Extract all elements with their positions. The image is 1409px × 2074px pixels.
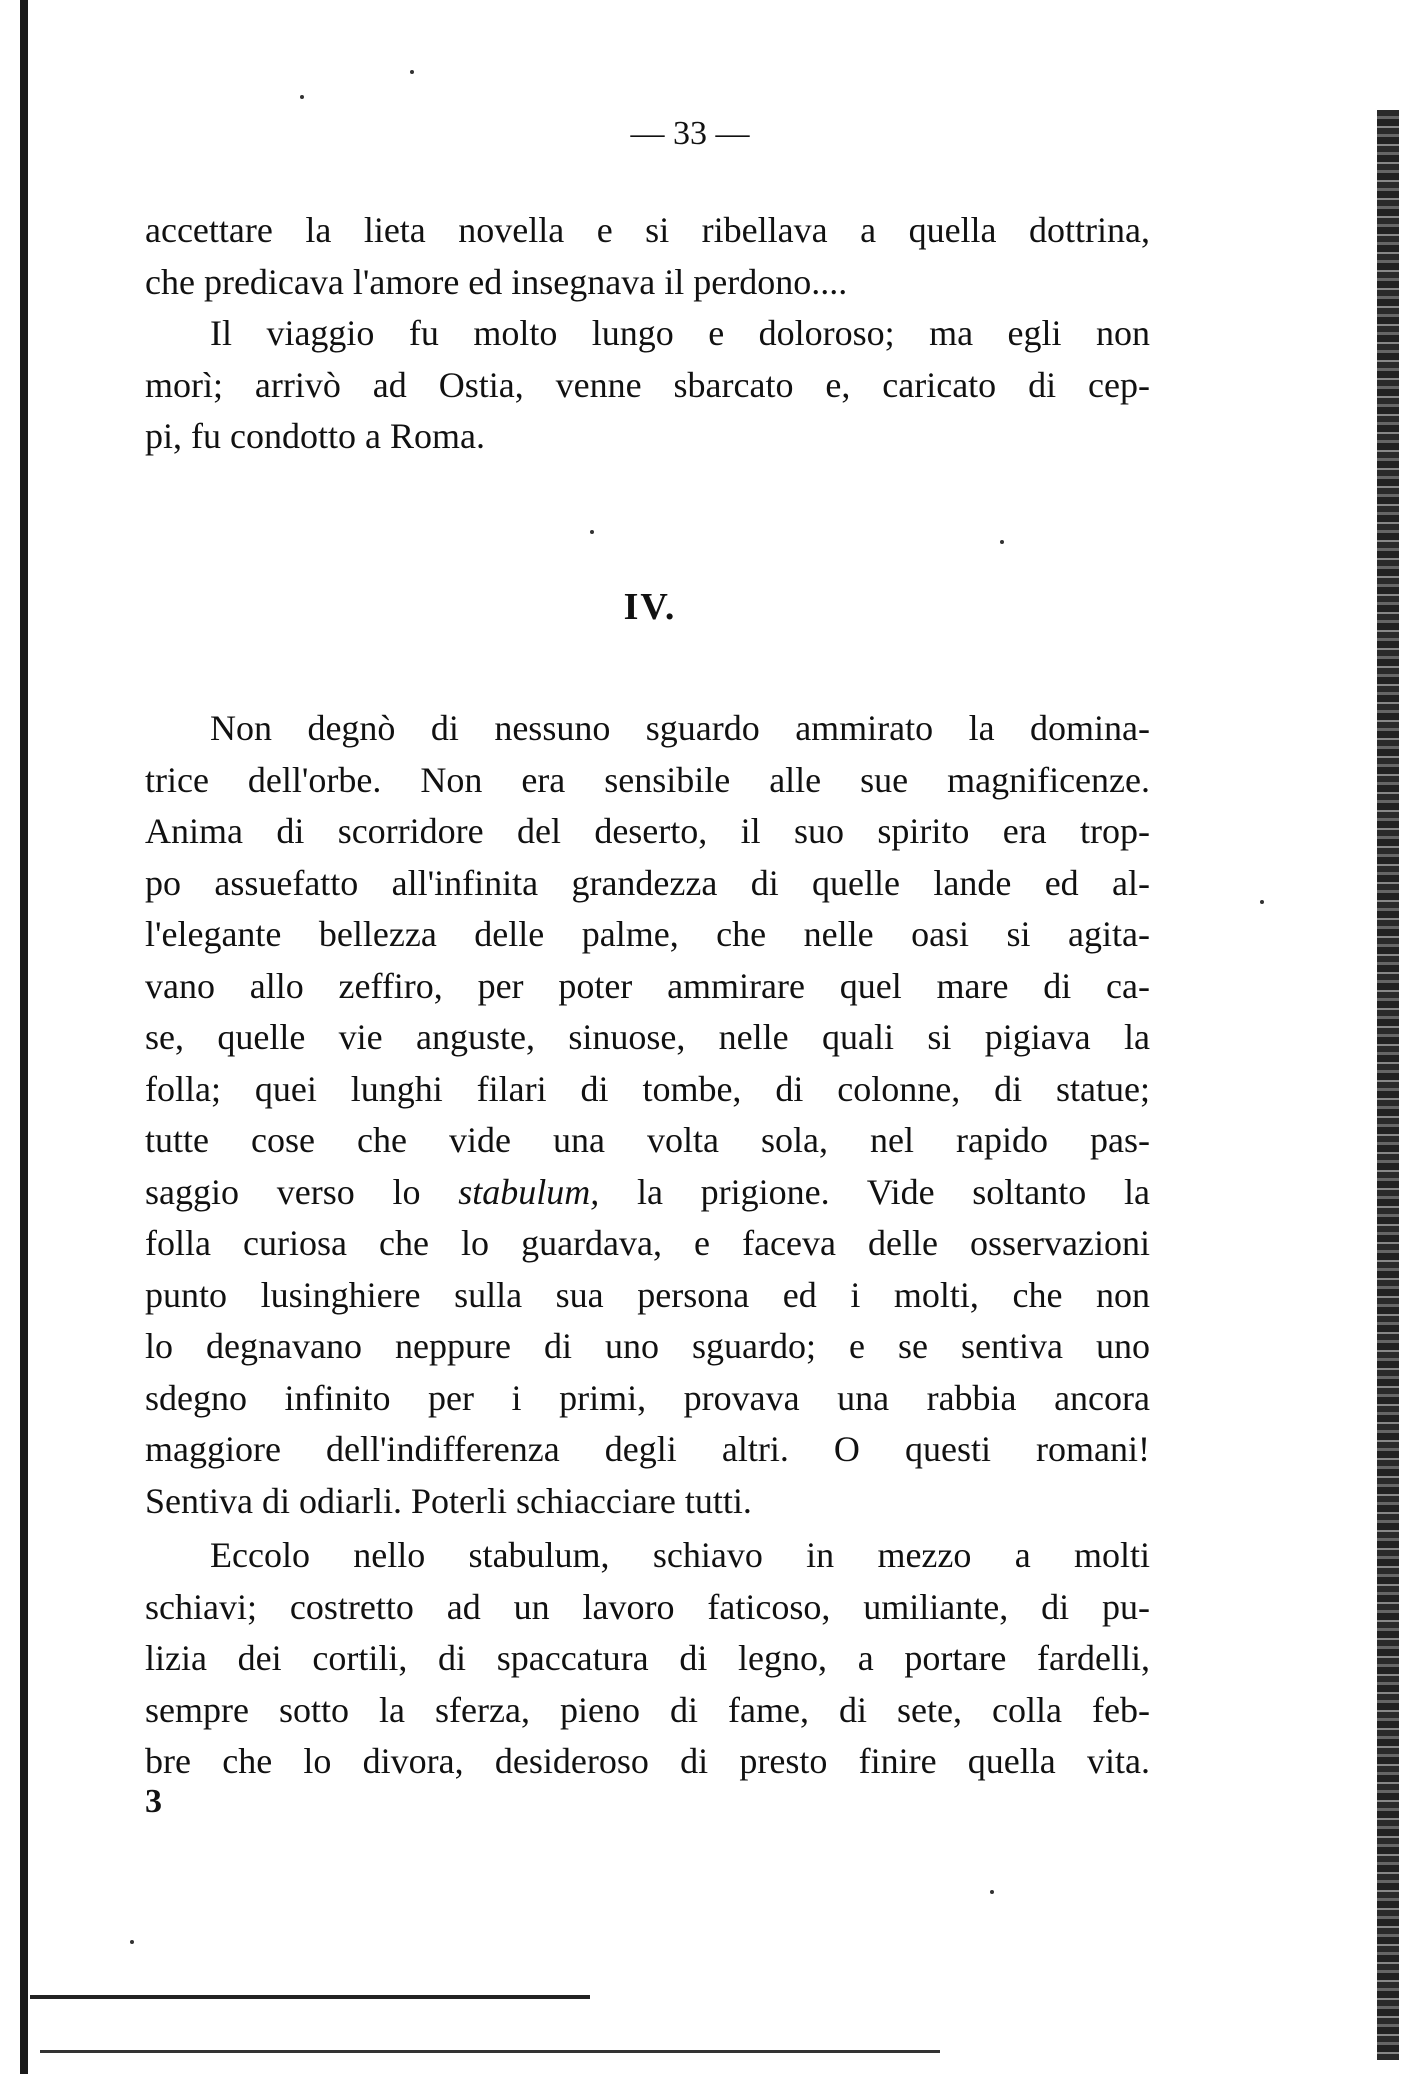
last-paragraph xyxy=(145,1530,1150,1788)
scan-speck xyxy=(590,530,594,534)
scan-speck xyxy=(990,1890,994,1894)
text-line: Il viaggio fu molto lungo e doloroso; ma egli non xyxy=(210,313,1150,353)
text-line: vano allo zeffiro, per poter ammirare quel mare di ca- xyxy=(145,965,1150,1006)
text-line: trice dell'orbe. Non era sensibile alle sue magnificenze. xyxy=(145,759,1150,800)
text-line: po assuefatto all'infinita grandezza di quelle lande ed al- xyxy=(145,862,1150,903)
text-line: pi, fu condotto a Roma. xyxy=(145,416,485,456)
text-line: schiavi; costretto ad un lavoro faticoso, umiliante, di pu- xyxy=(145,1586,1150,1627)
text-line: bre che lo divora, desideroso di presto finire quella vita. xyxy=(145,1741,1150,1781)
text-line: Non degnò di nessuno sguardo ammirato la domina- xyxy=(210,708,1150,748)
text-line: Anima di scorridore del deserto, il suo spirito era trop- xyxy=(145,811,1150,851)
text-line: morì; arrivò ad Ostia, venne sbarcato e, caricato di cep- xyxy=(145,364,1150,405)
text-line: che predicava l'amore ed insegnava il perdono.... xyxy=(145,261,848,302)
scan-edge-left xyxy=(20,0,28,2074)
scan-speck xyxy=(130,1940,134,1944)
scan-edge-right xyxy=(1377,110,1399,2060)
text-line xyxy=(145,1167,1150,1219)
text-line: punto lusinghiere sulla sua persona ed i molti, che non xyxy=(145,1274,1150,1315)
signature-mark: 3 xyxy=(145,1783,162,1820)
text-line: maggiore dell'indifferenza degli altri. O questi romani! xyxy=(145,1429,1150,1469)
scan-speck xyxy=(300,95,304,99)
text-line: folla curiosa che lo guardava, e faceva delle osservazioni xyxy=(145,1223,1150,1263)
page-number: — 33 — xyxy=(630,115,750,152)
text-line: lo degnavano neppure di uno sguardo; e se sentiva uno xyxy=(145,1326,1150,1366)
text-line: folla; quei lunghi filari di tombe, di colonne, di statue; xyxy=(145,1068,1150,1109)
text-line: Sentiva di odiarli. Poterli schiacciare tutti. xyxy=(145,1480,752,1521)
text-line: lizia dei cortili, di spaccatura di legno, a portare fardelli, xyxy=(145,1638,1150,1678)
text-line: accettare la lieta novella e si ribellava a quella dottrina, xyxy=(145,210,1150,250)
text-fragment: la prigione. Vide soltanto la xyxy=(599,1171,1151,1212)
top-paragraph xyxy=(145,205,1150,463)
scan-edge-bottom xyxy=(30,1995,590,1999)
text-line: sdegno infinito per i primi, provava una rabbia ancora xyxy=(145,1377,1150,1418)
chapter-heading: IV. xyxy=(623,586,677,628)
scan-speck xyxy=(1000,540,1004,544)
text-line: se, quelle vie anguste, sinuose, nelle quali si pigiava la xyxy=(145,1017,1150,1057)
text-fragment: saggio verso lo xyxy=(145,1171,459,1212)
text-line: tutte cose che vide una volta sola, nel rapido pas- xyxy=(145,1120,1150,1160)
italic-word: stabulum, xyxy=(458,1171,600,1212)
main-paragraph xyxy=(145,703,1150,1527)
text-line: sempre sotto la sferza, pieno di fame, di sete, colla feb- xyxy=(145,1689,1150,1730)
text-line: l'elegante bellezza delle palme, che nelle oasi si agita- xyxy=(145,914,1150,954)
scan-speck xyxy=(410,70,414,74)
scan-edge-bottom-lower xyxy=(40,2050,940,2053)
scan-speck xyxy=(1260,900,1264,904)
text-line: Eccolo nello stabulum, schiavo in mezzo a molti xyxy=(210,1535,1150,1575)
